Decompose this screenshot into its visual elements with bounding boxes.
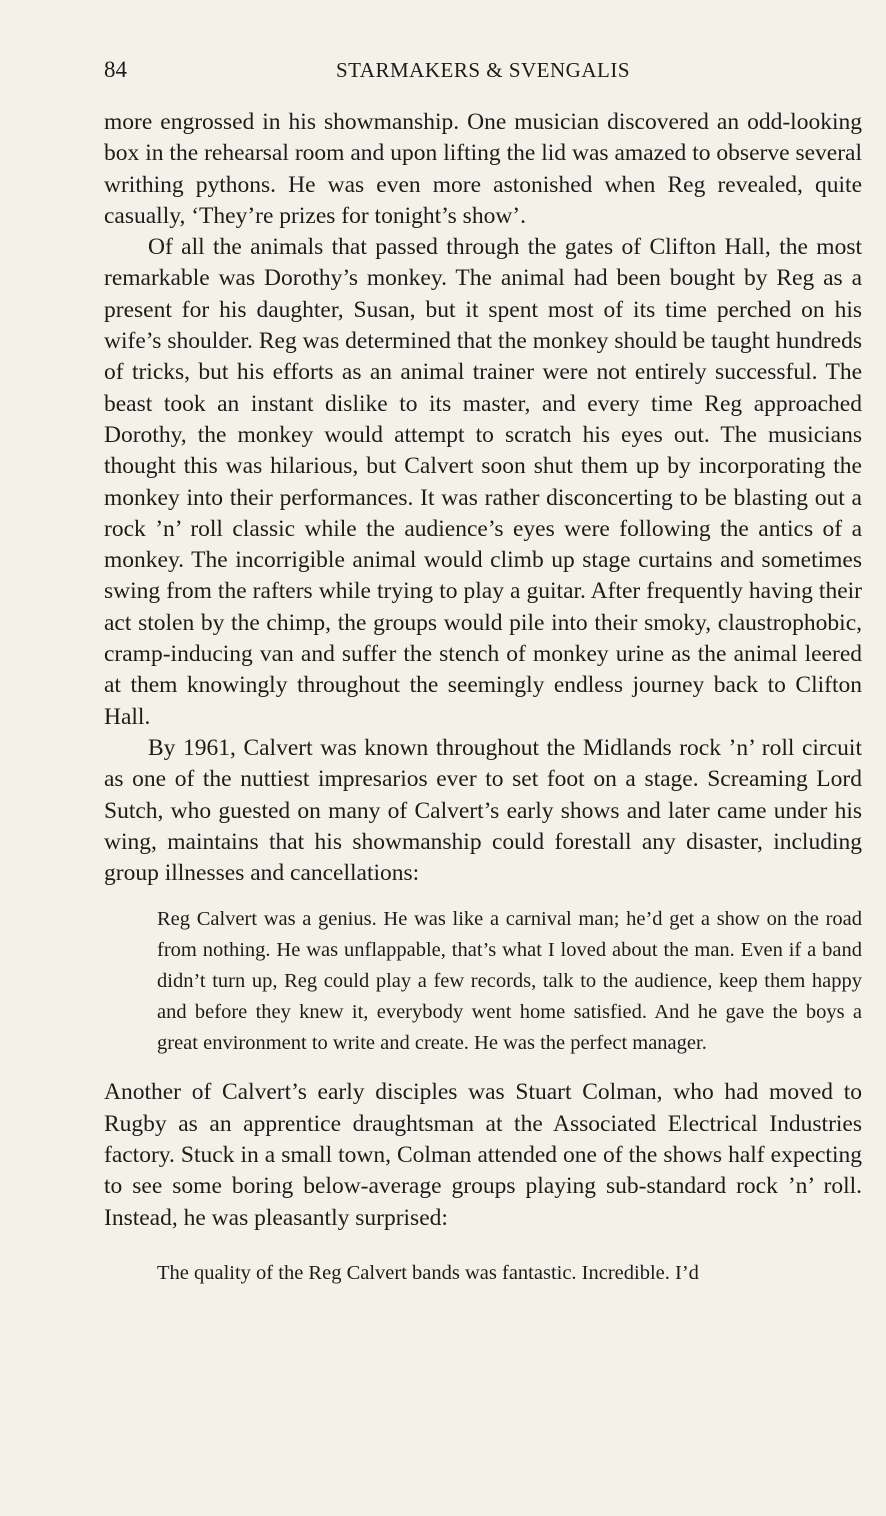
paragraph-1961: By 1961, Calvert was known throughout the Midlands rock ’n’ roll circuit as one of the nuttiest impresarios ever to set foot on a stage. Screaming Lord Sutch, who guested on many of Calvert’s early shows and later came under his wing, maintains that his showmanship could forestall any disaster, including group illnesses and cancellations: — [104, 734, 862, 887]
paragraph-colman: Another of Calvert’s early disciples was Stuart Colman, who had moved to Rugby as an apprentice draughtsman at the Associated Electrical Industries factory. Stuck in a small town, Colman attended one of the shows half expecting to see some boring below-average groups playing sub-standard rock ’n’ roll. Instead, he was pleasantly surprised: — [104, 1079, 862, 1231]
block-quote-sutch: Reg Calvert was a genius. He was like a carnival man; he’d get a show on the road from nothing. He was unflappable, that’s what I loved about the man. Even if a band didn’t turn up, Reg could play a few records, talk to the audience, keep them happy and before they knew it, everybody went home satisfied. And he gave the boys a great environment to write and create. He was the perfect manager. — [157, 908, 862, 1055]
page-number: 84 — [104, 57, 127, 82]
body-text — [104, 107, 862, 1289]
paragraph-monkey: Of all the animals that passed through the gates of Clifton Hall, the most remarkable was Dorothy’s monkey. The animal had been bought by Reg as a present for his daughter, Susan, but it spent most of its time perched on his wife’s shoulder. Reg was determined that the monkey should be taught hundreds of tricks, but his efforts as an animal trainer were not entirely successful. The beast took an instant dislike to its master, and every time Reg approached Dorothy, the monkey would attempt to scratch his eyes out. The musicians thought this was hilarious, but Calvert soon shut them up by incorporating the monkey into their performances. It was rather disconcerting to be blasting out a rock ’n’ roll classic while the audience’s eyes were following the antics of a monkey. The incorrigible animal would climb up stage curtains and sometimes swing from the rafters while trying to play a guitar. After frequently having their act stolen by the chimp, the groups would pile into their smoky, claustrophobic, cramp-inducing van and suffer the stench of monkey urine as the animal leered at them knowingly throughout the seemingly endless journey back to Clifton Hall. — [104, 234, 862, 730]
page-header — [104, 52, 862, 88]
paragraph-continued: more engrossed in his showmanship. One musician discovered an odd-looking box in the rehearsal room and upon lifting the lid was amazed to observe several writhing pythons. He was even more astonished when Reg revealed, quite casually, ‘They’re prizes for tonight’s show’. — [104, 109, 862, 229]
block-quote-colman: The quality of the Reg Calvert bands was fantastic. Incredible. I’d — [157, 1261, 699, 1284]
running-head: STARMAKERS & SVENGALIS — [335, 58, 631, 82]
